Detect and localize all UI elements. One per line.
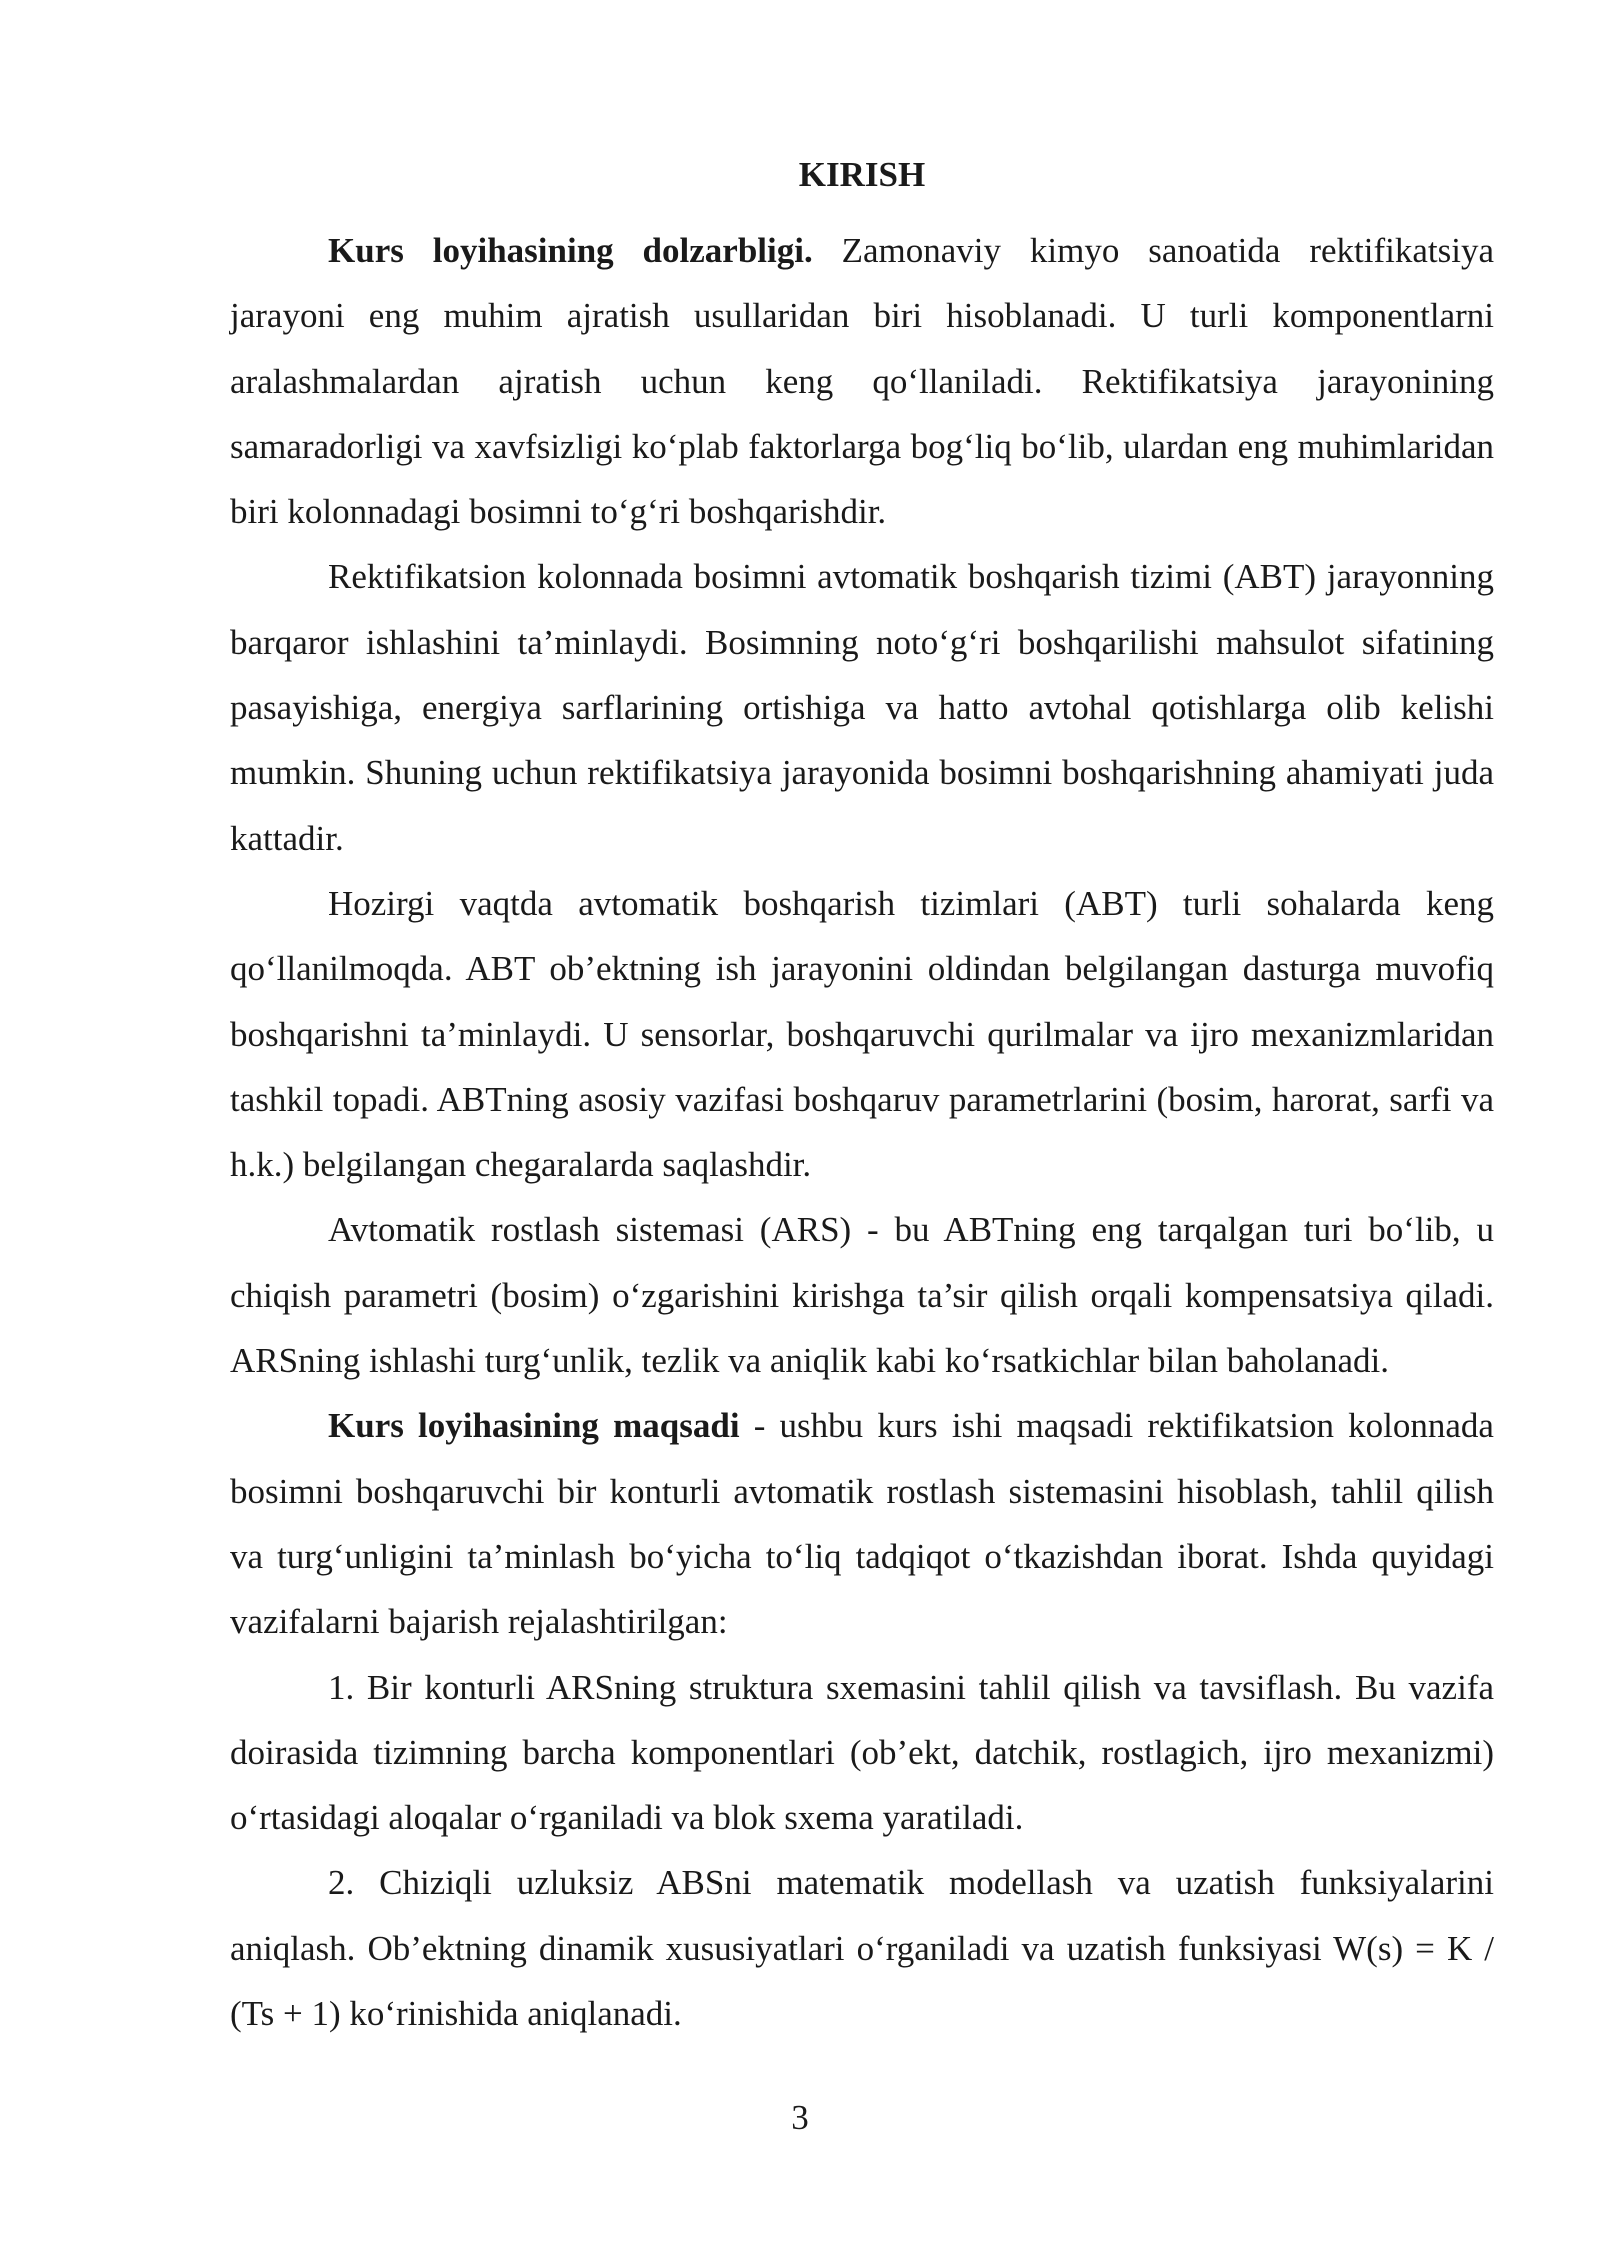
paragraph-text: Rektifikatsion kolonnada bosimni avtomatik boshqarish tizimi (ABT) jarayonning barqaror ishlashini ta’minlaydi. Bosimning noto‘g‘ri boshqarilishi mahsulot sifatining pasayishiga, energiya sarflarining ortishiga va hatto avtohal qotishlarga olib kelishi mumkin. Shuning uchun rektifikatsiya jarayonida bosimni boshqarishning ahamiyati juda kattadir. bbox=[230, 557, 1494, 858]
paragraph-relevance bbox=[230, 218, 1494, 544]
list-item-task-2 bbox=[230, 1850, 1494, 2046]
paragraph-goal bbox=[230, 1393, 1494, 1654]
paragraph-abt-usage bbox=[230, 871, 1494, 1197]
page-content bbox=[230, 152, 1494, 2046]
paragraph-lead: Kurs loyihasining dolzarbligi. bbox=[328, 231, 813, 270]
page-number: 3 bbox=[791, 2098, 809, 2137]
paragraph-abt-importance bbox=[230, 544, 1494, 870]
paragraph-lead: Kurs loyihasining maqsadi bbox=[328, 1406, 740, 1446]
paragraph-text: 1. Bir konturli ARSning struktura sxemasini tahlil qilish va tavsiflash. Bu vazifa doirasida tizimning barcha komponentlari (ob’ekt, datchik, rostlagich, ijro mexanizmi) o‘rtasidagi aloqalar o‘rganiladi va blok sxema yaratiladi. bbox=[230, 1667, 1494, 1838]
section-title: KIRISH bbox=[798, 155, 926, 194]
paragraph-text: Avtomatik rostlash sistemasi (ARS) - bu ABTning eng tarqalgan turi bo‘lib, u chiqish parametri (bosim) o‘zgarishini kirishga ta’sir qilish orqali kompensatsiya qiladi. ARSning ishlashi turg‘unlik, tezlik va aniqlik kabi ko‘rsatkichlar bilan baholanadi. bbox=[230, 1210, 1494, 1381]
paragraph-ars bbox=[230, 1197, 1494, 1393]
paragraph-text: Hozirgi vaqtda avtomatik boshqarish tizimlari (ABT) turli sohalarda keng qo‘llanilmoqda. ABT ob’ektning ish jarayonini oldindan belgilangan dasturga muvofiq boshqarishni ta’minlaydi. U sensorlar, boshqaruvchi qurilmalar va ijro mexanizmlaridan tashkil topadi. ABTning asosiy vazifasi boshqaruv parametrlarini (bosim, harorat, sarfi va h.k.) belgilangan chegaralarda saqlashdir. bbox=[230, 883, 1494, 1185]
list-item-task-1 bbox=[230, 1655, 1494, 1851]
paragraph-text: Zamonaviy kimyo sanoatida rektifikatsiya jarayoni eng muhim ajratish usullaridan biri hisoblanadi. U turli komponentlarni aralashmalardan ajratish uchun keng qo‘llaniladi. Rektifikatsiya jarayonining samaradorligi va xavfsizligi ko‘plab faktorlarga bog‘liq bo‘lib, ulardan eng muhimlaridan biri kolonnadagi bosimni to‘g‘ri boshqarishdir. bbox=[230, 231, 1494, 532]
paragraph-text: 2. Chiziqli uzluksiz ABSni matematik modellash va uzatish funksiyalarini aniqlash. Ob’ektning dinamik xususiyatlari o‘rganiladi va uzatish funksiyasi W(s) = K / (Ts + 1) ko‘rinishida aniqlanadi. bbox=[230, 1863, 1494, 2034]
paragraph-text: - ushbu kurs ishi maqsadi rektifikatsion kolonnada bosimni boshqaruvchi bir konturli avtomatik rostlash sistemasini hisoblash, tahlil qilish va turg‘unligini ta’minlash bo‘yicha to‘liq tadqiqot o‘tkazishdan iborat. Ishda quyidagi vazifalarni bajarish rejalashtirilgan: bbox=[230, 1406, 1494, 1642]
